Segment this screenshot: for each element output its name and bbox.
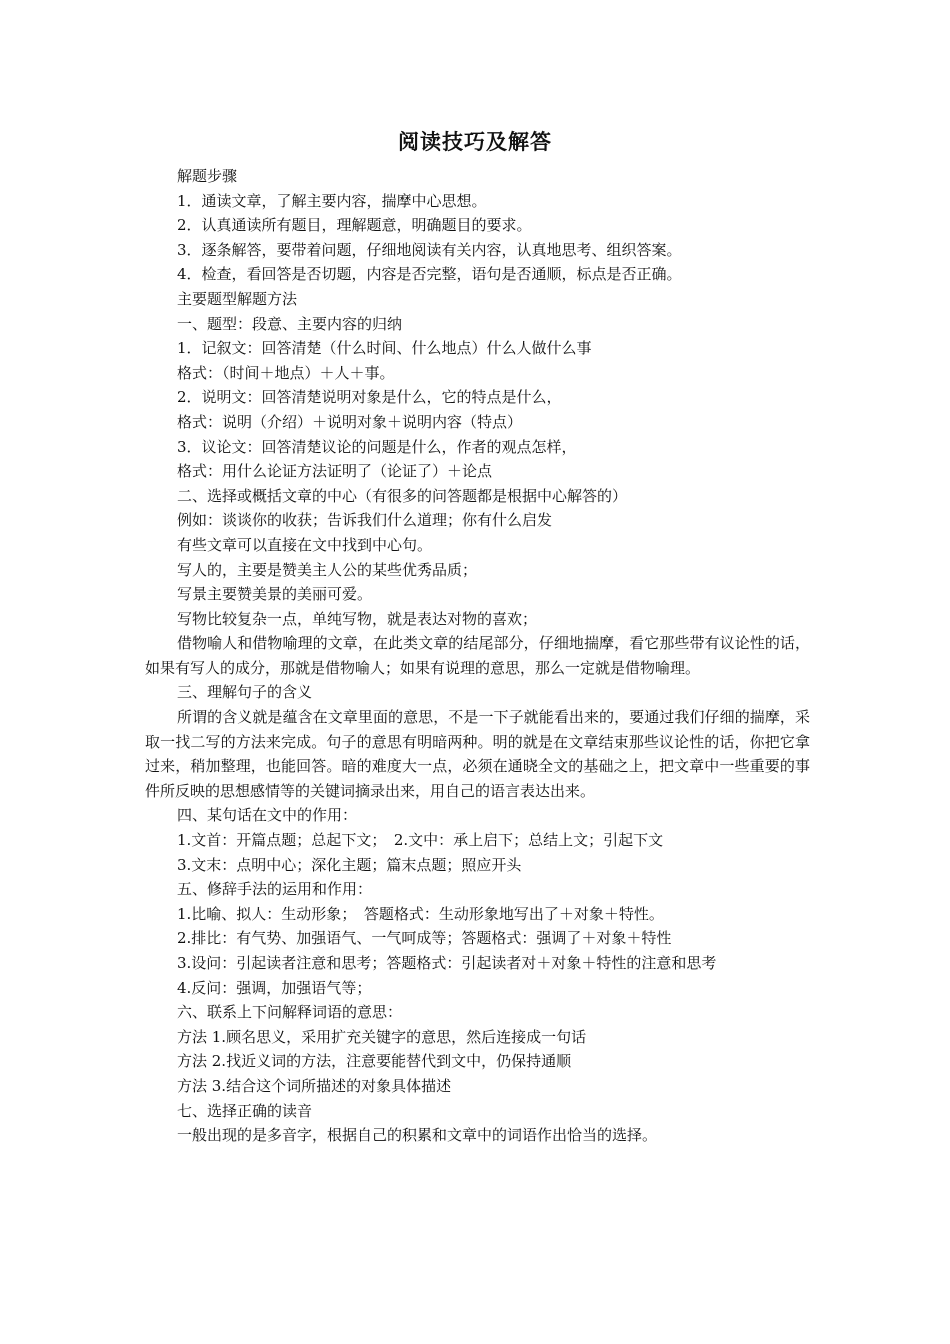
body-line: 4.反问：强调，加强语气等； [177,978,372,997]
body-paragraph: 借物喻人和借物喻理的文章，在此类文章的结尾部分，仔细地揣摩，看它那些带有议论性的话，如果有写人的成分，那就是借物喻人；如果有说理的意思，那么一定就是借物喻理。 [145,634,810,677]
body-line: 方法 3.结合这个词所描述的对象具体描述 [177,1076,452,1095]
body-line: 3．逐条解答，要带着问题，仔细地阅读有关内容，认真地思考、组织答案。 [177,240,682,259]
body-line: 主要题型解题方法 [177,289,298,308]
body-line: 3.文末：点明中心；深化主题；篇末点题；照应开头 [177,855,522,874]
body-paragraph: 所谓的含义就是蕴含在文章里面的意思，不是一下子就能看出来的，要通过我们仔细的揣摩，采取一找二写的方法来完成。句子的意思有明暗两种。明的就是在文章结束那些议论性的话，你把它拿过来，稍加整理，也能回答。暗的难度大一点，必须在通晓全文的基础之上，把文章中一些重要的事件所反映的思想感情等的关键词摘录出来，用自己的语言表达出来。 [145,708,810,800]
body-line: 4．检查，看回答是否切题，内容是否完整，语句是否通顺，标点是否正确。 [177,265,682,284]
body-line: 格式：用什么论证方法证明了（论证了）＋论点 [177,462,493,481]
body-line: 格式：（时间＋地点）＋人＋事。 [177,363,395,382]
body-line: 1．记叙文：回答清楚（什么时间、什么地点）什么人做什么事 [177,339,592,358]
body-line: 1．通读文章，了解主要内容，揣摩中心思想。 [177,191,487,210]
body-line: 一、题型：段意、主要内容的归纳 [177,314,403,333]
body-line: 写人的，主要是赞美主人公的某些优秀品质； [177,560,478,579]
body-line: 有些文章可以直接在文中找到中心句。 [177,535,433,554]
body-line: 1.文首：开篇点题；总起下文； 2.文中：承上启下；总结上文；引起下文 [177,831,664,850]
body-line: 解题步骤 [177,167,238,185]
body-line: 五、修辞手法的运用和作用： [177,880,373,899]
body-line: 二、选择或概括文章的中心（有很多的问答题都是根据中心解答的） [177,486,628,505]
body-line: 七、选择正确的读音 [177,1101,313,1120]
body-line: 例如：谈谈你的收获；告诉我们什么道理；你有什么启发 [177,511,553,530]
body-line: 2．认真通读所有题目，理解题意，明确题目的要求。 [177,216,532,235]
document-title: 阅读技巧及解答 [398,129,552,154]
body-line: 3.设问：引起读者注意和思考；答题格式：引起读者对＋对象＋特性的注意和思考 [177,954,717,972]
body-line: 方法 2.找近义词的方法，注意要能替代到文中，仍保持通顺 [177,1052,572,1071]
body-line: 3．议论文：回答清楚议论的问题是什么，作者的观点怎样， [177,437,577,456]
body-line: 写物比较复杂一点，单纯写物，就是表达对物的喜欢； [177,609,538,628]
body-line: 四、某句话在文中的作用： [177,806,358,825]
body-line: 方法 1.顾名思义，采用扩充关键字的意思，然后连接成一句话 [177,1027,587,1046]
body-line: 三、理解句子的含义 [177,683,313,702]
body-line: 2．说明文：回答清楚说明对象是什么，它的特点是什么， [177,388,562,407]
body-line: 写景主要赞美景的美丽可爱。 [177,585,373,604]
document-body [145,164,810,1148]
body-line: 1.比喻、拟人：生动形象； 答题格式：生动形象地写出了＋对象＋特性。 [177,904,664,923]
body-line: 六、联系上下问解释词语的意思： [177,1003,403,1022]
body-line: 一般出现的是多音字，根据自己的积累和文章中的词语作出恰当的选择。 [177,1126,658,1145]
body-line: 格式：说明（介绍）＋说明对象＋说明内容（特点） [177,412,523,431]
body-line: 2.排比：有气势、加强语气、一气呵成等；答题格式：强调了＋对象＋特性 [177,929,672,948]
